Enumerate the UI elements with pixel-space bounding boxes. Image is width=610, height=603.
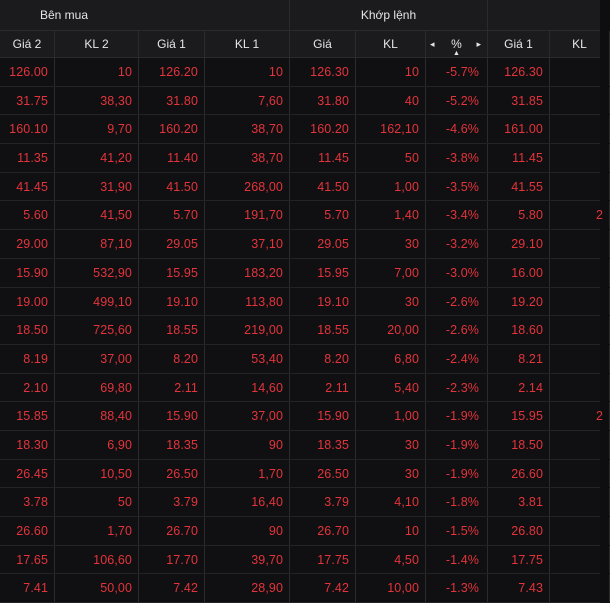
group-header-buy: Bên mua [0, 0, 290, 30]
table-row[interactable] [0, 460, 600, 489]
cell-ask-price-1: 7.43 [488, 574, 550, 602]
cell-ask-price-1: 8.21 [488, 345, 550, 373]
cell-bid-price-1: 15.95 [139, 259, 205, 287]
cell-ask-vol-1: 2 [550, 402, 610, 430]
cell-bid-price-2: 26.60 [0, 517, 55, 545]
cell-ask-vol-1: 2 [550, 201, 610, 229]
cell-percent-change: -1.9% [426, 431, 488, 459]
cell-ask-price-1: 5.80 [488, 201, 550, 229]
cell-percent-change: -3.0% [426, 259, 488, 287]
cell-match-price: 15.90 [290, 402, 356, 430]
cell-bid-price-1: 3.79 [139, 488, 205, 516]
cell-match-vol: 7,00 [356, 259, 426, 287]
cell-bid-vol-2: 38,30 [55, 87, 139, 115]
cell-bid-vol-2: 31,90 [55, 173, 139, 201]
cell-ask-price-1: 15.95 [488, 402, 550, 430]
col-header-bid-vol-1[interactable]: KL 1 [205, 31, 290, 58]
cell-ask-price-1: 126.30 [488, 58, 550, 86]
table-row[interactable] [0, 230, 600, 259]
cell-percent-change: -3.8% [426, 144, 488, 172]
cell-match-price: 8.20 [290, 345, 356, 373]
cell-match-price: 29.05 [290, 230, 356, 258]
cell-ask-vol-1 [550, 230, 610, 258]
cell-match-vol: 30 [356, 230, 426, 258]
cell-percent-change: -2.3% [426, 374, 488, 402]
cell-bid-price-2: 15.90 [0, 259, 55, 287]
cell-match-price: 5.70 [290, 201, 356, 229]
cell-bid-vol-2: 499,10 [55, 288, 139, 316]
table-row[interactable] [0, 115, 600, 144]
cell-ask-price-1: 19.20 [488, 288, 550, 316]
cell-match-price: 17.75 [290, 546, 356, 574]
cell-match-price: 3.79 [290, 488, 356, 516]
cell-bid-price-2: 17.65 [0, 546, 55, 574]
cell-bid-vol-2: 41,20 [55, 144, 139, 172]
cell-bid-vol-1: 113,80 [205, 288, 290, 316]
cell-ask-vol-1 [550, 460, 610, 488]
table-row[interactable] [0, 144, 600, 173]
cell-ask-vol-1 [550, 58, 610, 86]
cell-percent-change: -1.4% [426, 546, 488, 574]
cell-ask-vol-1 [550, 173, 610, 201]
cell-ask-vol-1 [550, 87, 610, 115]
cell-ask-price-1: 26.80 [488, 517, 550, 545]
cell-bid-price-1: 19.10 [139, 288, 205, 316]
cell-ask-vol-1 [550, 345, 610, 373]
cell-bid-vol-1: 10 [205, 58, 290, 86]
table-row[interactable] [0, 316, 600, 345]
cell-match-vol: 10 [356, 58, 426, 86]
cell-match-price: 31.80 [290, 87, 356, 115]
cell-bid-vol-2: 1,70 [55, 517, 139, 545]
cell-bid-price-2: 160.10 [0, 115, 55, 143]
cell-bid-price-1: 126.20 [139, 58, 205, 86]
cell-match-price: 41.50 [290, 173, 356, 201]
cell-match-price: 7.42 [290, 574, 356, 602]
cell-ask-price-1: 161.00 [488, 115, 550, 143]
cell-bid-price-1: 11.40 [139, 144, 205, 172]
table-row[interactable] [0, 201, 603, 230]
col-header-bid-vol-2[interactable]: KL 2 [55, 31, 139, 58]
cell-ask-price-1: 16.00 [488, 259, 550, 287]
arrow-left-icon[interactable]: ◂ [430, 39, 435, 49]
table-row[interactable] [0, 374, 600, 403]
table-row[interactable] [0, 87, 600, 116]
cell-bid-vol-1: 14,60 [205, 374, 290, 402]
cell-ask-vol-1 [550, 144, 610, 172]
cell-ask-vol-1 [550, 431, 610, 459]
cell-ask-vol-1 [550, 374, 610, 402]
cell-percent-change: -1.9% [426, 460, 488, 488]
group-header-match: Khớp lệnh [290, 0, 488, 30]
group-header-row [0, 0, 600, 30]
cell-ask-vol-1 [550, 488, 610, 516]
cell-ask-price-1: 11.45 [488, 144, 550, 172]
col-header-match-price[interactable]: Giá [290, 31, 356, 58]
cell-bid-price-2: 15.85 [0, 402, 55, 430]
cell-match-price: 11.45 [290, 144, 356, 172]
cell-match-price: 19.10 [290, 288, 356, 316]
cell-percent-change: -2.6% [426, 316, 488, 344]
cell-bid-price-1: 26.50 [139, 460, 205, 488]
cell-bid-vol-2: 532,90 [55, 259, 139, 287]
col-header-bid-price-1[interactable]: Giá 1 [139, 31, 205, 58]
cell-match-vol: 6,80 [356, 345, 426, 373]
cell-ask-vol-1 [550, 546, 610, 574]
cell-match-price: 26.50 [290, 460, 356, 488]
cell-percent-change: -2.6% [426, 288, 488, 316]
cell-bid-vol-2: 10,50 [55, 460, 139, 488]
table-row[interactable] [0, 173, 600, 202]
cell-bid-vol-1: 183,20 [205, 259, 290, 287]
table-row[interactable] [0, 58, 600, 87]
cell-bid-price-2: 18.30 [0, 431, 55, 459]
table-row[interactable] [0, 402, 603, 431]
table-row[interactable] [0, 574, 600, 603]
col-header-percent-label: % [451, 37, 462, 51]
table-row[interactable] [0, 431, 600, 460]
cell-match-price: 2.11 [290, 374, 356, 402]
col-header-percent[interactable] [426, 31, 488, 58]
cell-bid-price-2: 41.45 [0, 173, 55, 201]
cell-percent-change: -4.6% [426, 115, 488, 143]
cell-match-vol: 5,40 [356, 374, 426, 402]
cell-bid-vol-1: 191,70 [205, 201, 290, 229]
cell-bid-vol-2: 50 [55, 488, 139, 516]
cell-bid-vol-2: 725,60 [55, 316, 139, 344]
cell-bid-vol-1: 219,00 [205, 316, 290, 344]
cell-bid-vol-2: 88,40 [55, 402, 139, 430]
col-header-match-vol[interactable]: KL [356, 31, 426, 58]
cell-bid-vol-1: 1,70 [205, 460, 290, 488]
cell-match-price: 26.70 [290, 517, 356, 545]
cell-match-price: 18.55 [290, 316, 356, 344]
cell-match-vol: 10 [356, 517, 426, 545]
cell-bid-price-1: 29.05 [139, 230, 205, 258]
table-row[interactable] [0, 288, 600, 317]
cell-bid-vol-1: 90 [205, 517, 290, 545]
cell-bid-price-1: 31.80 [139, 87, 205, 115]
cell-match-price: 18.35 [290, 431, 356, 459]
cell-bid-price-1: 15.90 [139, 402, 205, 430]
cell-ask-vol-1 [550, 288, 610, 316]
cell-bid-vol-1: 90 [205, 431, 290, 459]
cell-match-vol: 30 [356, 431, 426, 459]
cell-bid-vol-1: 39,70 [205, 546, 290, 574]
cell-bid-price-2: 18.50 [0, 316, 55, 344]
cell-match-vol: 162,10 [356, 115, 426, 143]
cell-bid-price-2: 126.00 [0, 58, 55, 86]
cell-bid-vol-1: 37,10 [205, 230, 290, 258]
cell-bid-vol-1: 37,00 [205, 402, 290, 430]
cell-bid-vol-1: 38,70 [205, 144, 290, 172]
col-header-ask-vol-1[interactable]: KL [550, 31, 610, 58]
cell-percent-change: -3.2% [426, 230, 488, 258]
cell-ask-price-1: 29.10 [488, 230, 550, 258]
cell-bid-price-2: 3.78 [0, 488, 55, 516]
sort-ascending-icon: ▲ [453, 50, 460, 57]
cell-bid-price-1: 7.42 [139, 574, 205, 602]
cell-bid-price-2: 29.00 [0, 230, 55, 258]
cell-match-vol: 1,40 [356, 201, 426, 229]
cell-bid-price-1: 41.50 [139, 173, 205, 201]
cell-bid-vol-2: 6,90 [55, 431, 139, 459]
cell-ask-vol-1 [550, 517, 610, 545]
cell-ask-price-1: 31.85 [488, 87, 550, 115]
cell-bid-price-2: 7.41 [0, 574, 55, 602]
cell-bid-price-1: 17.70 [139, 546, 205, 574]
cell-match-price: 15.95 [290, 259, 356, 287]
cell-bid-vol-1: 268,00 [205, 173, 290, 201]
cell-percent-change: -5.7% [426, 58, 488, 86]
cell-ask-price-1: 3.81 [488, 488, 550, 516]
cell-bid-price-2: 26.45 [0, 460, 55, 488]
cell-ask-price-1: 2.14 [488, 374, 550, 402]
cell-percent-change: -1.3% [426, 574, 488, 602]
cell-match-vol: 50 [356, 144, 426, 172]
cell-match-vol: 10,00 [356, 574, 426, 602]
cell-ask-price-1: 17.75 [488, 546, 550, 574]
table-row[interactable] [0, 345, 600, 374]
price-table-body [0, 58, 603, 603]
cell-match-vol: 4,10 [356, 488, 426, 516]
arrow-right-icon[interactable]: ▸ [476, 39, 481, 49]
cell-match-price: 160.20 [290, 115, 356, 143]
column-header-row [0, 30, 600, 58]
cell-ask-price-1: 18.60 [488, 316, 550, 344]
cell-percent-change: -1.5% [426, 517, 488, 545]
cell-bid-price-1: 18.55 [139, 316, 205, 344]
cell-bid-vol-2: 41,50 [55, 201, 139, 229]
table-row[interactable] [0, 546, 600, 575]
cell-bid-price-2: 11.35 [0, 144, 55, 172]
cell-match-vol: 30 [356, 460, 426, 488]
cell-bid-price-1: 26.70 [139, 517, 205, 545]
cell-bid-price-2: 8.19 [0, 345, 55, 373]
table-row[interactable] [0, 488, 600, 517]
cell-match-vol: 1,00 [356, 173, 426, 201]
cell-percent-change: -3.4% [426, 201, 488, 229]
cell-percent-change: -5.2% [426, 87, 488, 115]
cell-match-vol: 40 [356, 87, 426, 115]
cell-percent-change: -3.5% [426, 173, 488, 201]
cell-ask-vol-1 [550, 115, 610, 143]
cell-ask-vol-1 [550, 574, 610, 602]
cell-match-vol: 30 [356, 288, 426, 316]
cell-bid-price-2: 5.60 [0, 201, 55, 229]
col-header-bid-price-2[interactable]: Giá 2 [0, 31, 55, 58]
cell-match-vol: 20,00 [356, 316, 426, 344]
cell-ask-vol-1 [550, 316, 610, 344]
cell-bid-price-1: 2.11 [139, 374, 205, 402]
cell-bid-price-1: 18.35 [139, 431, 205, 459]
cell-bid-vol-2: 50,00 [55, 574, 139, 602]
cell-bid-vol-2: 9,70 [55, 115, 139, 143]
cell-bid-price-2: 19.00 [0, 288, 55, 316]
cell-bid-vol-2: 37,00 [55, 345, 139, 373]
col-header-ask-price-1[interactable]: Giá 1 [488, 31, 550, 58]
cell-bid-price-2: 31.75 [0, 87, 55, 115]
cell-bid-vol-1: 38,70 [205, 115, 290, 143]
cell-bid-price-2: 2.10 [0, 374, 55, 402]
table-row[interactable] [0, 517, 600, 546]
cell-percent-change: -1.9% [426, 402, 488, 430]
cell-ask-price-1: 41.55 [488, 173, 550, 201]
cell-bid-vol-1: 53,40 [205, 345, 290, 373]
table-row[interactable] [0, 259, 600, 288]
cell-percent-change: -2.4% [426, 345, 488, 373]
cell-bid-price-1: 5.70 [139, 201, 205, 229]
cell-bid-vol-2: 10 [55, 58, 139, 86]
cell-match-vol: 4,50 [356, 546, 426, 574]
cell-bid-vol-2: 87,10 [55, 230, 139, 258]
cell-match-price: 126.30 [290, 58, 356, 86]
cell-ask-vol-1 [550, 259, 610, 287]
group-header-sell [488, 0, 600, 30]
cell-bid-vol-1: 28,90 [205, 574, 290, 602]
cell-bid-vol-1: 7,60 [205, 87, 290, 115]
cell-percent-change: -1.8% [426, 488, 488, 516]
cell-match-vol: 1,00 [356, 402, 426, 430]
cell-ask-price-1: 18.50 [488, 431, 550, 459]
cell-bid-price-1: 8.20 [139, 345, 205, 373]
cell-bid-price-1: 160.20 [139, 115, 205, 143]
cell-bid-vol-2: 106,60 [55, 546, 139, 574]
cell-bid-vol-1: 16,40 [205, 488, 290, 516]
cell-ask-price-1: 26.60 [488, 460, 550, 488]
cell-bid-vol-2: 69,80 [55, 374, 139, 402]
